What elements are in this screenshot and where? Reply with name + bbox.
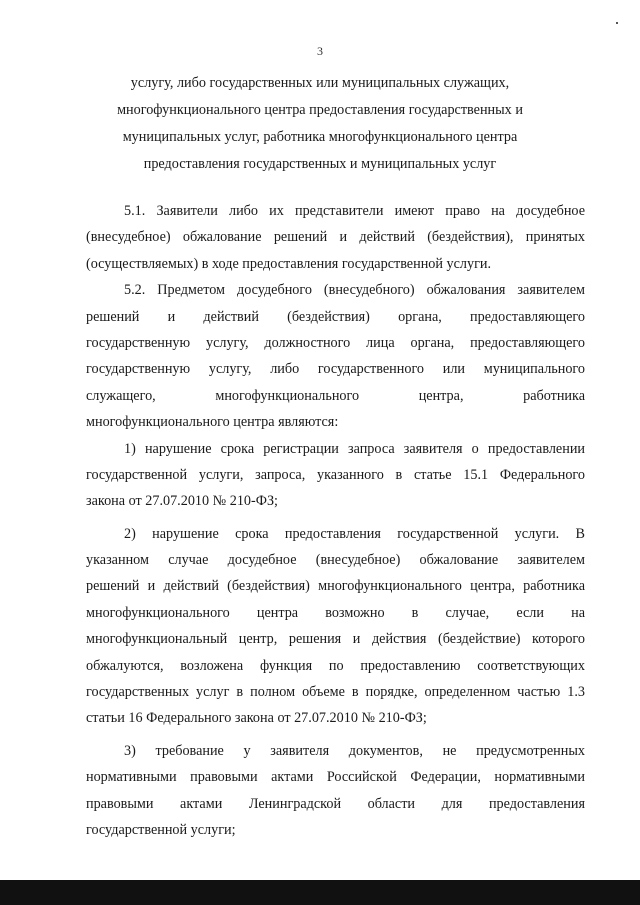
text-line: статьи 16 Федерального закона от 27.07.2010 № 210-ФЗ;	[86, 710, 427, 727]
text-line: государственную услугу, либо государственного или муниципального	[86, 361, 585, 378]
list-item-1	[86, 436, 585, 515]
text-line: 3) требование у заявителя документов, не предусмотренных	[124, 742, 585, 759]
text-line: закона от 27.07.2010 № 210-ФЗ;	[86, 493, 278, 510]
text-line: многофункциональный центр, решения и действия (бездействие) которого	[86, 631, 585, 648]
text-line: государственной услуги, запроса, указанного в статье 15.1 Федерального	[86, 466, 585, 483]
text-line: 1) нарушение срока регистрации запроса заявителя о предоставлении	[124, 440, 585, 457]
text-line: многофункционального центра возможно в случае, если на	[86, 604, 585, 621]
heading-line: услугу, либо государственных или муниципальных служащих,	[130, 75, 510, 91]
text-line: решений и действий (бездействия) органа, предоставляющего	[86, 308, 585, 325]
text-line: многофункционального центра являются:	[86, 414, 339, 431]
section-heading	[110, 70, 530, 178]
text-line: решений и действий (бездействия) многофункционального центра, работника	[86, 578, 585, 595]
text-line: государственную услугу, должностного лица органа, предоставляющего	[86, 334, 585, 351]
heading-line: муниципальных услуг, работника многофункционального центра	[122, 129, 518, 145]
text-line: 5.1. Заявители либо их представители имеют право на досудебное	[124, 203, 585, 219]
text-line: государственных услуг в полном объеме в порядке, определенном частью 1.3	[86, 684, 585, 701]
scan-bottom-edge	[0, 880, 640, 905]
text-line: служащего, многофункционального центра, работника	[86, 387, 585, 404]
heading-line: предоставления государственных и муниципальных услуг	[143, 156, 497, 172]
scan-artifact-dot	[616, 22, 618, 24]
paragraph-5-1	[86, 198, 585, 277]
page-number: 3	[317, 44, 323, 58]
text-line: 2) нарушение срока предоставления государственной услуги. В	[124, 525, 585, 542]
text-line: 5.2. Предметом досудебного (внесудебного) обжалования заявителем	[124, 282, 585, 299]
text-line: нормативными правовыми актами Российской Федерации, нормативными	[86, 769, 585, 786]
text-line: (внесудебное) обжалование решений и действий (бездействия), принятых	[86, 229, 585, 246]
heading-line: многофункционального центра предоставления государственных и	[117, 102, 523, 118]
document-body	[86, 198, 585, 843]
list-item-3	[86, 738, 585, 844]
text-line: правовыми актами Ленинградской области для предоставления	[86, 795, 585, 812]
text-line: государственной услуги;	[86, 821, 236, 838]
text-line: указанном случае досудебное (внесудебное) обжалование заявителем	[86, 552, 585, 569]
text-line: (осуществляемых) в ходе предоставления государственной услуги.	[86, 255, 492, 272]
list-item-2	[86, 521, 585, 732]
paragraph-5-2	[86, 277, 585, 435]
text-line: обжалуются, возложена функция по предоставлению соответствующих	[86, 657, 585, 674]
